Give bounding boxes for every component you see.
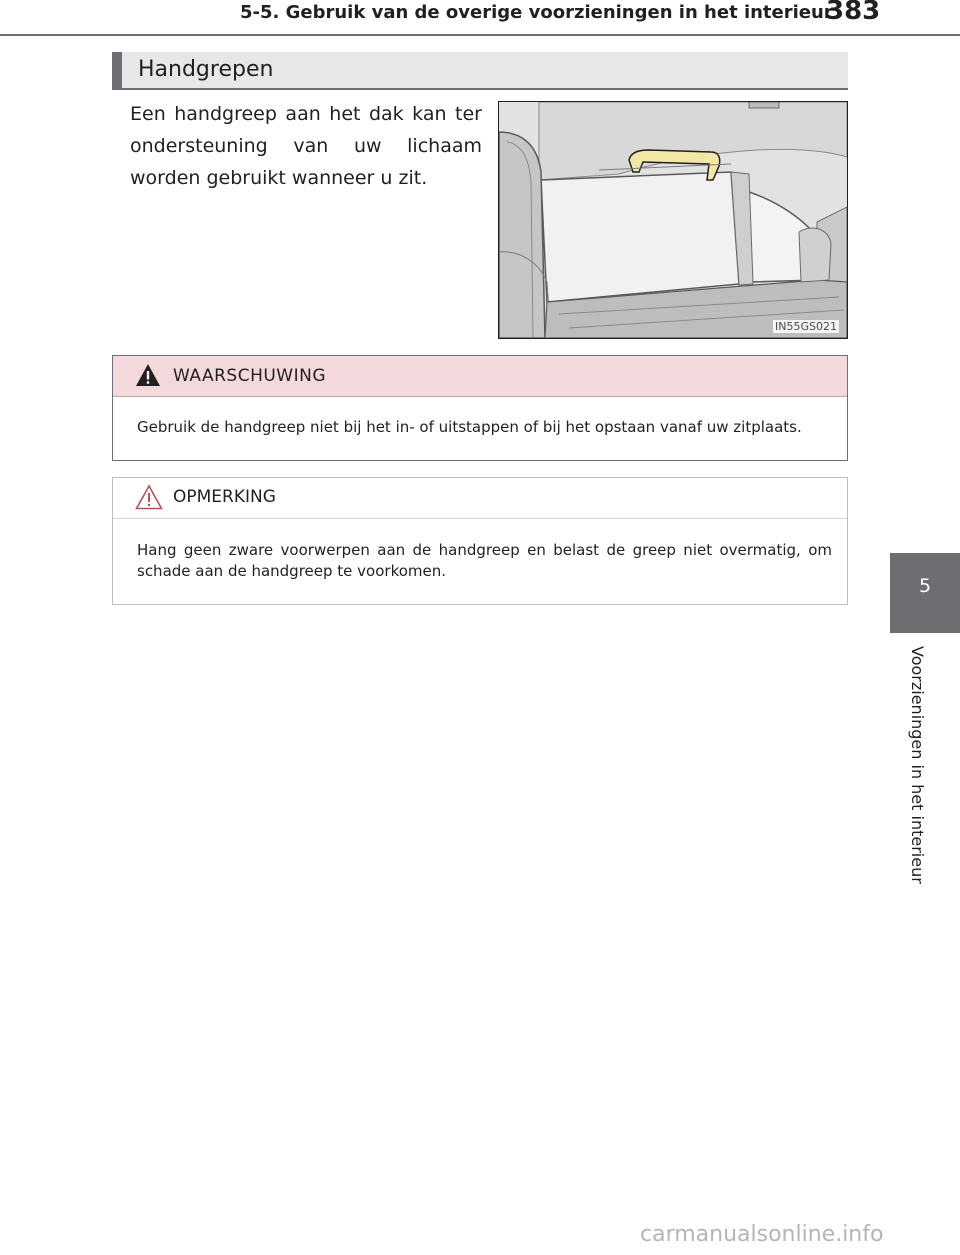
- notice-text: Hang geen zware voorwerpen aan de handgreep en belast de greep niet overmatig, om schade aan de handgreep te voorkomen.: [137, 541, 832, 580]
- watermark: carmanualsonline.info: [640, 1222, 884, 1247]
- warning-text: Gebruik de handgreep niet bij het in- of uitstappen of bij het opstaan vanaf uw zitplaats.: [137, 418, 802, 436]
- warning-header: [113, 356, 847, 397]
- warning-box: [112, 355, 848, 461]
- notice-box: [112, 477, 848, 605]
- chapter-number: 5: [918, 575, 932, 597]
- section-heading-bar: [112, 52, 848, 90]
- grab-handle-illustration: [498, 101, 848, 339]
- figure-code: IN55GS021: [775, 320, 837, 333]
- car-interior-drawing: [499, 102, 847, 338]
- page-header-title: 5-5. Gebruik van de overige voorzieningen in het interieur: [240, 2, 833, 23]
- chapter-tab[interactable]: [890, 553, 960, 633]
- chapter-label: Voorzieningen in het interieur: [908, 646, 927, 884]
- page-number: 383: [826, 0, 881, 26]
- warning-triangle-icon: [135, 363, 161, 387]
- intro-paragraph: Een handgreep aan het dak kan ter ondersteuning van uw lichaam worden gebruikt wanneer u zit.: [130, 103, 482, 189]
- header-rule: [0, 34, 960, 36]
- caution-triangle-icon: [135, 484, 163, 510]
- notice-header: [113, 478, 847, 519]
- section-title: Handgrepen: [138, 57, 274, 82]
- warning-title: WAARSCHUWING: [173, 366, 327, 386]
- notice-title: OPMERKING: [173, 487, 276, 507]
